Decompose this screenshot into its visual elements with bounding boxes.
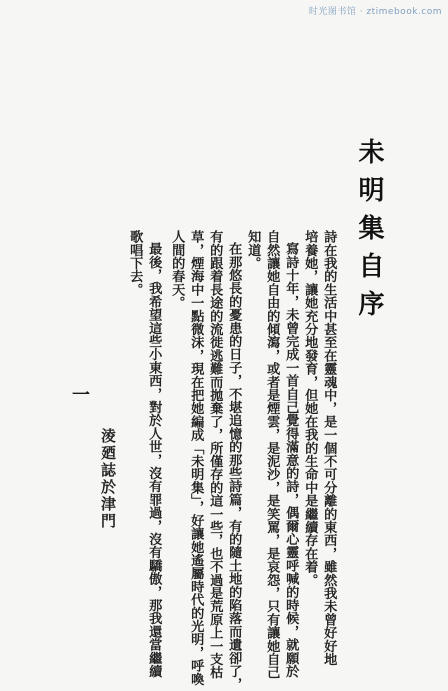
text-column: 詩在我的生活中甚至在靈魂中，是一個不可分離的東西，雖然我未曾好好地 (321, 230, 337, 666)
text-column: 草，煙海中一點微沫，現在把她編成「未明集」，好讓她遙屬時代的光明，呼喚 (188, 230, 204, 686)
text-column: 培養她，讓她充分地發育，但她在我的生命中是繼續存在着。 (302, 230, 318, 587)
text-column: 歌唱下去。 (127, 230, 143, 296)
watermark: 时光图书馆 · ztimebook.com (308, 7, 442, 17)
text-column: 知道。 (245, 230, 261, 270)
page-title: 未明集自序 (354, 138, 384, 328)
text-column: 自然讓她自由的傾瀉，或者是煙雲，是泥沙，是笑罵，是哀怨，只有讓她自己 (264, 230, 280, 679)
signature: 淩廼誌於津門 (99, 428, 117, 530)
text-column: 人間的春天。 (169, 230, 185, 310)
text-column: 有的跟着長途的流徙逃難而拋棄了，所僅存的這一些，也不過是荒原上一支枯 (207, 230, 223, 679)
text-column: 在那悠長的憂患的日子，不堪追憶的那些詩篇，有的隨土地的陷落而遺卻了， (226, 242, 242, 691)
page-number: 一 (69, 385, 90, 403)
text-column: 最後，我希望這些小東西，對於人世，沒有罪過，沒有驕傲，那我還當繼續 (146, 242, 162, 678)
text-column: 寫詩十年，未曾完成一首自己覺得滿意的詩，偶爾心靈呼喊的時候，就願於 (283, 242, 299, 678)
